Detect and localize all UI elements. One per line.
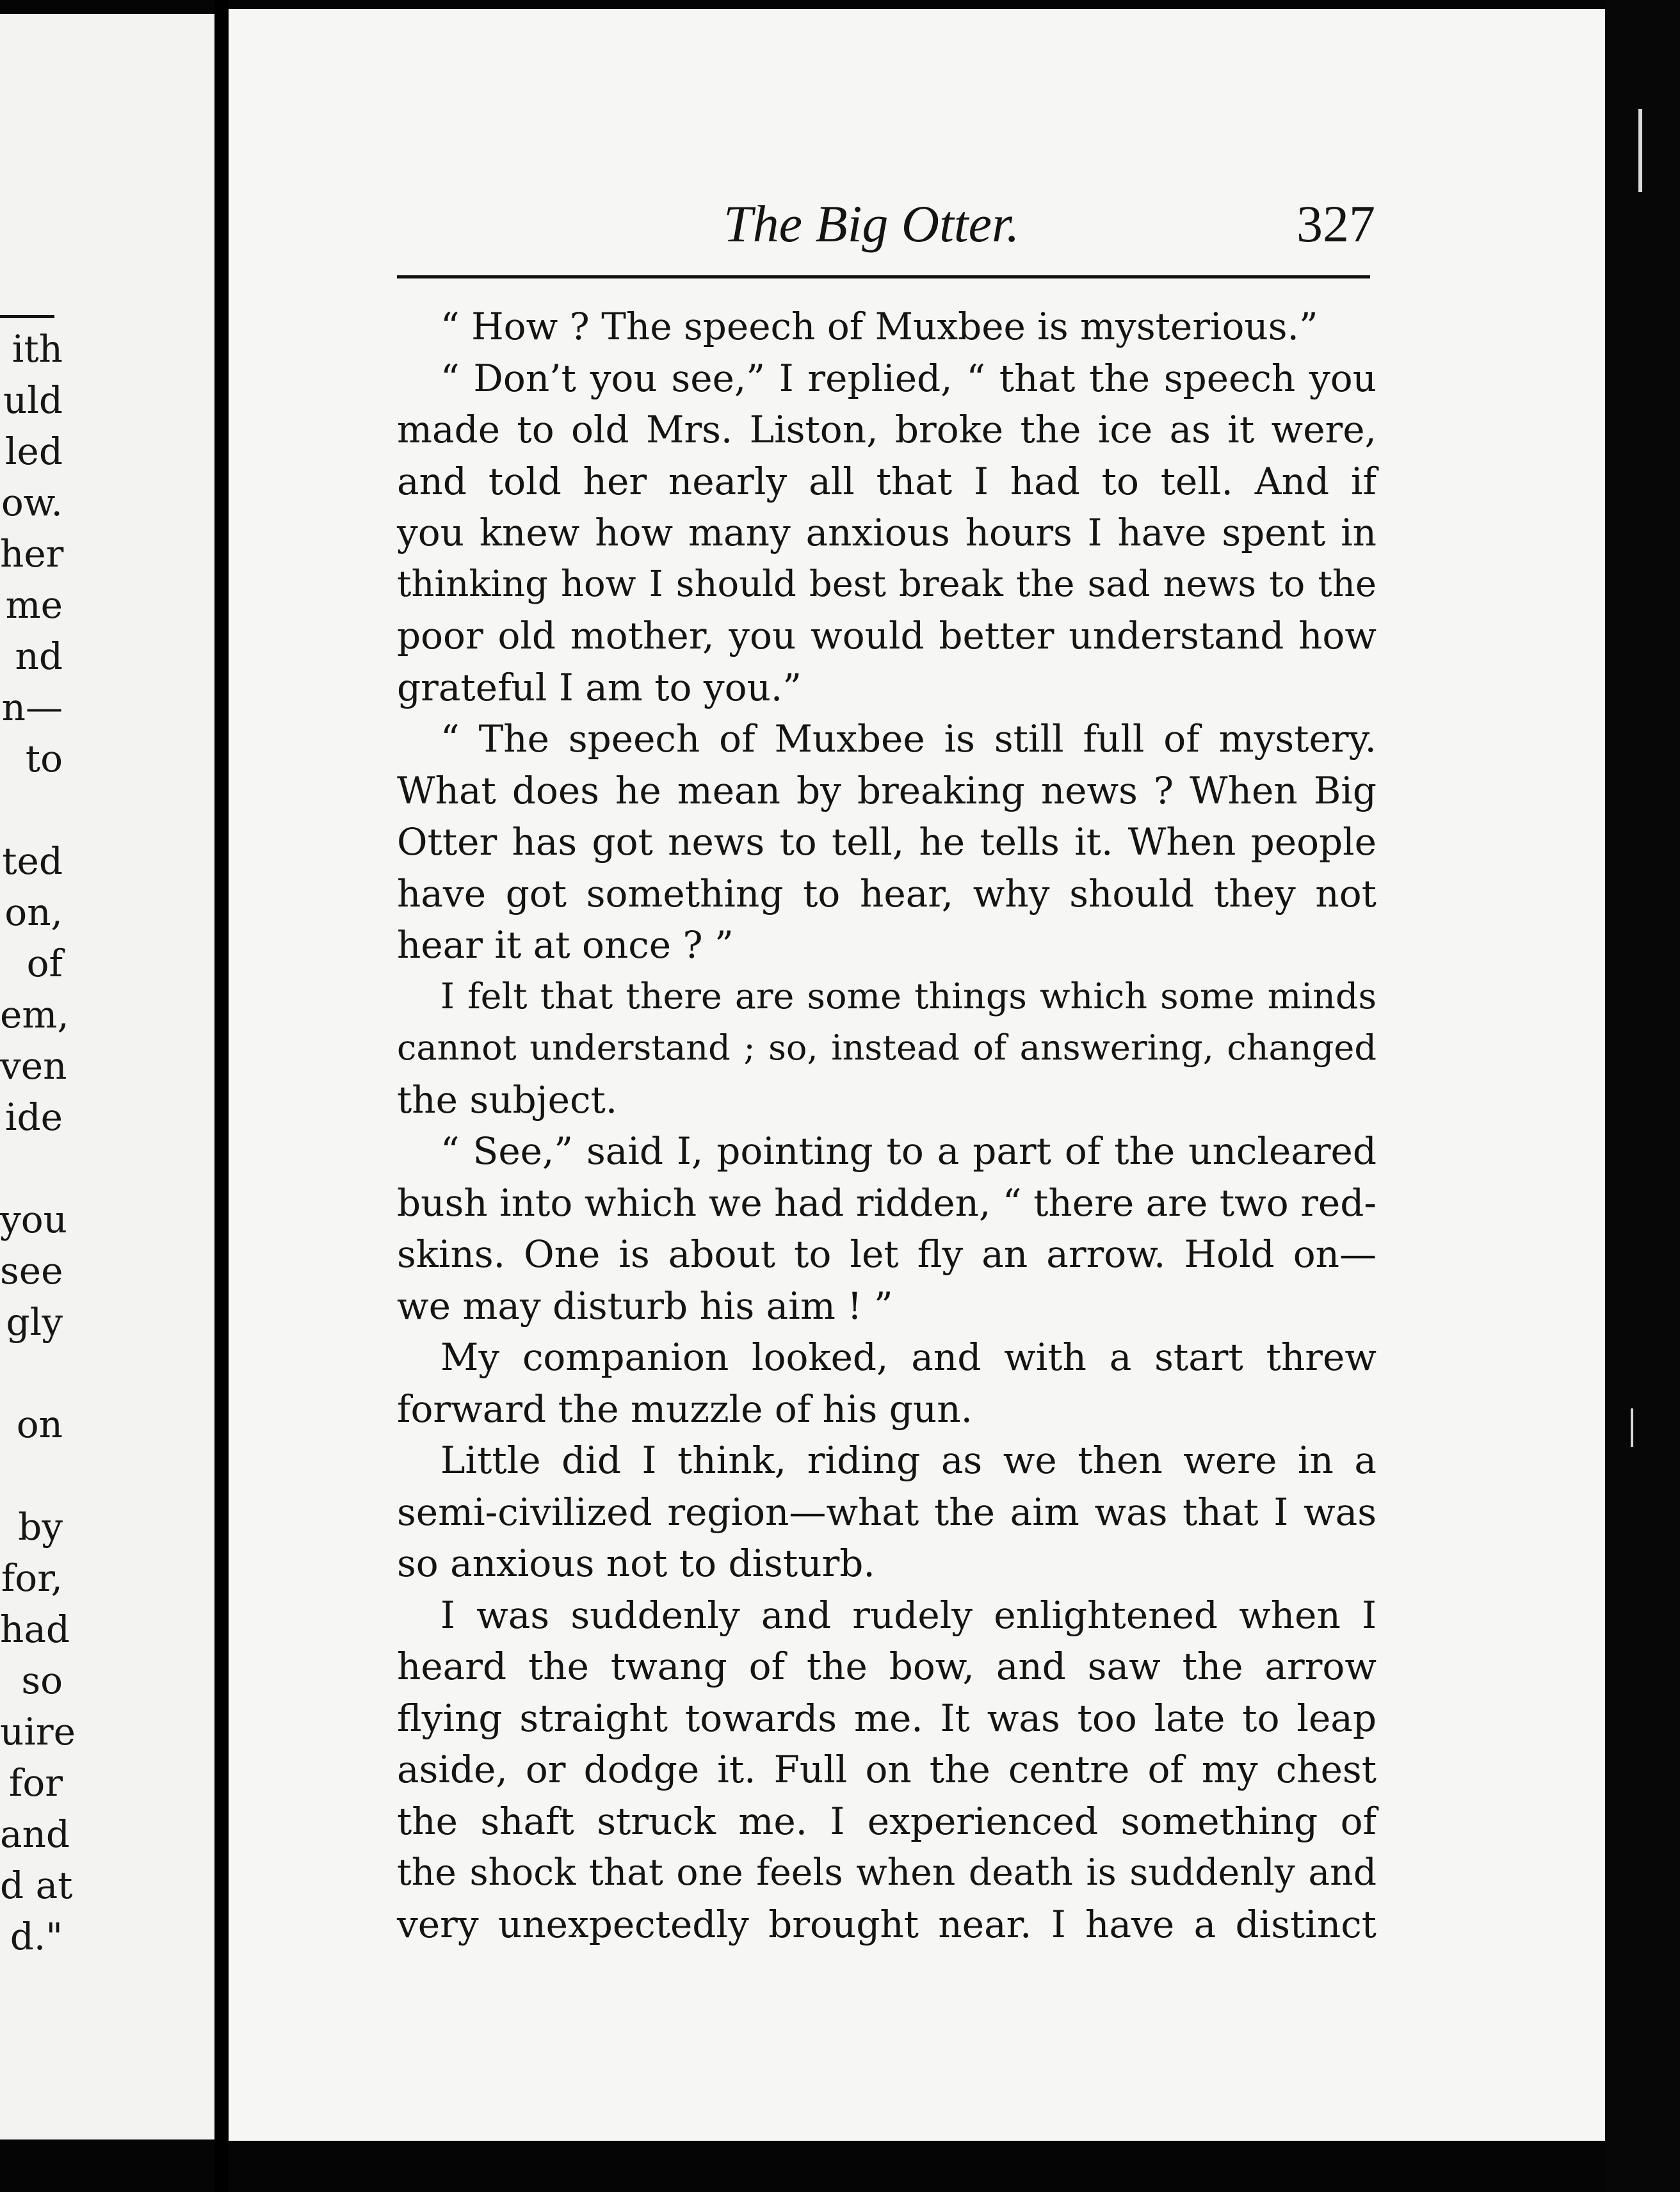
left-page-fragment: by	[18, 1505, 63, 1549]
text-line: you knew how many anxious hours I have spent in	[397, 511, 1377, 554]
left-page-fragment: to	[25, 737, 63, 780]
left-page-fragment: d."	[10, 1915, 63, 1958]
text-line: skins. One is about to let fly an arrow. Hold on—	[397, 1232, 1377, 1276]
text-line: the subject.	[397, 1077, 618, 1122]
left-page-fragment: uire	[0, 1710, 76, 1753]
text-line: flying straight towards me. It was too late to leap	[397, 1696, 1377, 1740]
left-page-fragment: you	[0, 1198, 68, 1241]
left-page	[0, 14, 214, 2140]
left-page-fragment: for	[8, 1761, 63, 1805]
left-page-fragment: d at	[0, 1864, 73, 1907]
running-title: The Big Otter.	[723, 195, 1020, 253]
text-line: grateful I am to you.”	[397, 665, 802, 709]
text-line: I felt that there are some things which some minds	[440, 975, 1377, 1017]
text-line: heard the twang of the bow, and saw the arrow	[397, 1645, 1377, 1688]
left-page-fragment: her	[0, 532, 64, 576]
header-rule	[397, 275, 1370, 278]
text-line: bush into which we had ridden, “ there are two red-	[397, 1181, 1377, 1225]
text-line: Otter has got news to tell, he tells it. When people	[397, 820, 1377, 864]
text-line: I was suddenly and rudely enlightened when I	[440, 1593, 1377, 1637]
text-line: “ How ? The speech of Muxbee is mysterious.”	[440, 305, 1318, 348]
text-line: very unexpectedly brought near. I have a distinct	[397, 1902, 1377, 1946]
left-page-fragment: led	[4, 430, 63, 473]
text-line: Little did I think, riding as we then were in a	[440, 1438, 1377, 1482]
text-line: the shock that one feels when death is suddenly and	[397, 1851, 1377, 1894]
page-edge	[1605, 0, 1680, 2192]
left-page-fragment: em,	[0, 993, 69, 1036]
text-line: “ The speech of Muxbee is still full of mystery.	[440, 717, 1377, 761]
edge-mark	[1631, 1408, 1633, 1447]
text-line: forward the muzzle of his gun.	[397, 1387, 973, 1431]
text-line: What does he mean by breaking news ? When Big	[397, 768, 1377, 812]
text-line: and told her nearly all that I had to tell. And if	[397, 459, 1377, 503]
left-page-rule	[0, 315, 54, 318]
text-line: “ See,” said I, pointing to a part of the uncleared	[440, 1129, 1377, 1173]
text-line: semi-civilized region—what the aim was that I was	[397, 1490, 1377, 1534]
text-line: hear it at once ? ”	[397, 923, 734, 967]
body-text	[397, 301, 1377, 1950]
text-line: My companion looked, and with a start threw	[440, 1335, 1377, 1379]
text-line: made to old Mrs. Liston, broke the ice as it were,	[397, 408, 1377, 451]
left-page-fragment: gly	[6, 1300, 63, 1344]
left-page-fragment: n—	[1, 686, 63, 729]
left-page-fragment: ide	[4, 1095, 63, 1139]
left-page-fragment: of	[26, 942, 63, 985]
text-line: the shaft struck me. I experienced something of	[397, 1799, 1377, 1843]
left-page-fragment: on,	[4, 890, 63, 934]
edge-mark	[1638, 109, 1642, 192]
left-page-fragment: nd	[15, 634, 63, 678]
text-line: “ Don’t you see,” I replied, “ that the speech you	[440, 356, 1377, 400]
left-page-fragment: for,	[1, 1556, 63, 1600]
left-page-fragment: and	[0, 1812, 70, 1856]
left-page-fragment: on	[16, 1403, 63, 1446]
left-page-fragment: see	[0, 1249, 63, 1293]
text-line: so anxious not to disturb.	[397, 1542, 875, 1585]
left-page-fragment: ven	[0, 1044, 67, 1088]
left-page-fragment: ith	[12, 327, 63, 371]
left-page-fragment: so	[21, 1659, 63, 1702]
text-line: cannot understand ; so, instead of answering, changed	[397, 1028, 1377, 1068]
left-page-fragment: ted	[2, 839, 63, 883]
book-gutter	[214, 0, 229, 2192]
left-page-fragment: had	[0, 1608, 70, 1651]
text-line: poor old mother, you would better understand how	[397, 614, 1377, 657]
text-line: aside, or dodge it. Full on the centre of my chest	[397, 1748, 1377, 1791]
text-line: we may disturb his aim ! ”	[397, 1284, 893, 1328]
left-page-fragment: me	[5, 583, 63, 627]
left-page-fragment: ow.	[1, 481, 63, 524]
text-line: thinking how I should best break the sad news to the	[397, 563, 1377, 605]
left-page-fragment: uld	[3, 378, 63, 422]
text-line: have got something to hear, why should they not	[397, 871, 1377, 915]
page-number: 327	[1296, 195, 1375, 253]
